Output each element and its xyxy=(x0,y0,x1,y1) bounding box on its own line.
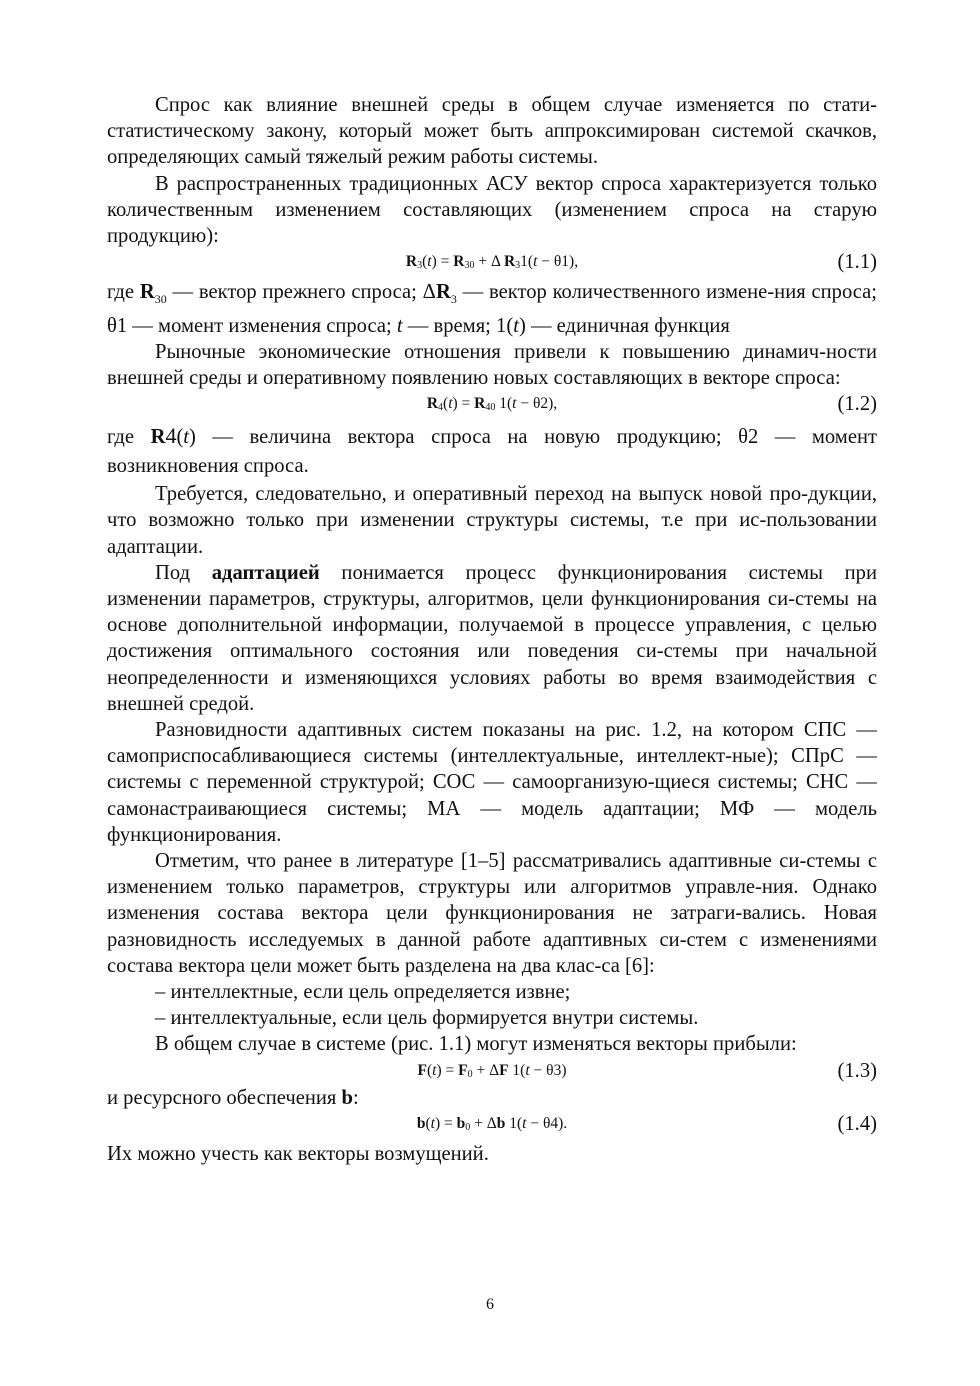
equation-1-1 xyxy=(107,249,877,279)
paragraph-5: где R4(t) — величина вектора спроса на новую продукцию; θ2 — момент возникновения спроса. xyxy=(107,423,877,478)
equation-number: (1.3) xyxy=(837,1059,877,1082)
equation-number: (1.1) xyxy=(837,251,877,274)
document-page xyxy=(107,92,877,1167)
paragraph-8: Разновидности адаптивных систем показаны на рис. 1.2, на котором СПС — самоприспосабливающиеся системы (интеллектуальные, интеллект-ные); СПрС — системы с переменной структурой; СОС — самоорганизую-щиеся системы; СНС — самонастраивающиеся системы; МА — модель адаптации; МФ — модель функционирования. xyxy=(107,718,877,846)
equation-1-1-formula: $R_3(t) = R_{30} + \Delta$ $R_31(t - \theta 1)$, xyxy=(405,253,579,272)
equation-1-4 xyxy=(107,1111,877,1141)
equation-number: (1.2) xyxy=(837,393,877,416)
paragraph-2: В распространенных традиционных АСУ вектор спроса характеризуется только количественным изменением составляющих (изменением спроса на старую продукцию): xyxy=(107,172,877,248)
list-item-intellectnye: – интеллектные, если цель определяется извне; xyxy=(155,981,571,1003)
equation-number: (1.4) xyxy=(837,1112,877,1135)
paragraph-7: Под адаптацией понимается процесс функционирования системы при изменении параметров, структуры, алгоритмов, цели функционирования си-стемы на основе дополнительной информации, получаемой в процессе управления, с целью достижения оптимального состояния или поведения си-стемы при начальной неопределенности и изменяющихся условиях работы во время взаимодействия с внешней средой. xyxy=(107,561,877,715)
paragraph-9: Отметим, что ранее в литературе [1–5] рассматривались адаптивные си-стемы с изменением только параметров, структуры или алгоритмов управле-ния. Однако изменения состава вектора цели функционирования не затраги-вались. Новая разновидность исследуемых в данной работе адаптивных си-стем с изменениями состава вектора цели может быть разделена на два клас-са [6]: xyxy=(107,849,877,977)
term-adaptation: адаптацией xyxy=(211,561,320,584)
paragraph-1: Спрос как влияние внешней среды в общем случае изменяется по стати-статистическому закону, который может быть аппроксимирован системой скачков, определяющих самый тяжелый режим работы системы. xyxy=(107,94,877,169)
paragraph-10: В общем случае в системе (рис. 1.1) могут изменяться векторы прибыли: xyxy=(155,1033,797,1056)
page-number: 6 xyxy=(486,1296,494,1313)
paragraph-6: Требуется, следовательно, и оперативный переход на выпуск новой про-дукции, что возможно только при изменении структуры системы, т.е при ис-пользовании адаптации. xyxy=(107,483,877,558)
paragraph-12: Их можно учесть как векторы возмущений. xyxy=(107,1142,489,1165)
equation-1-3-formula: $F(t) = F_0 + \Delta F$ 1(t − θ3) xyxy=(417,1061,567,1080)
list-item-intellektualnye: – интеллектуальные, если цель формируется внутри системы. xyxy=(155,1007,699,1030)
equation-1-4-formula: $b(t) = b_0 + \Delta b$ 1(t − θ4). xyxy=(416,1114,568,1133)
paragraph-11: и ресурсного обеспечения b: xyxy=(107,1086,359,1109)
equation-1-2-formula: $R_4(t) = R_{40}$ 1(t − θ2), xyxy=(426,395,558,414)
paragraph-4: Рыночные экономические отношения привели к повышению динамич-ности внешней среды и оперативному появлению новых составляющих в векторе спроса: xyxy=(107,340,877,389)
equation-1-3 xyxy=(107,1058,877,1085)
equation-1-2 xyxy=(107,391,877,421)
paragraph-3: где $R_{30}$ — вектор прежнего спроса; $\Delta R_3$ — вектор количественного измене-ния спроса; θ1 — момент изменения спроса; t — время; 1(t) — единичная функция xyxy=(107,281,878,337)
